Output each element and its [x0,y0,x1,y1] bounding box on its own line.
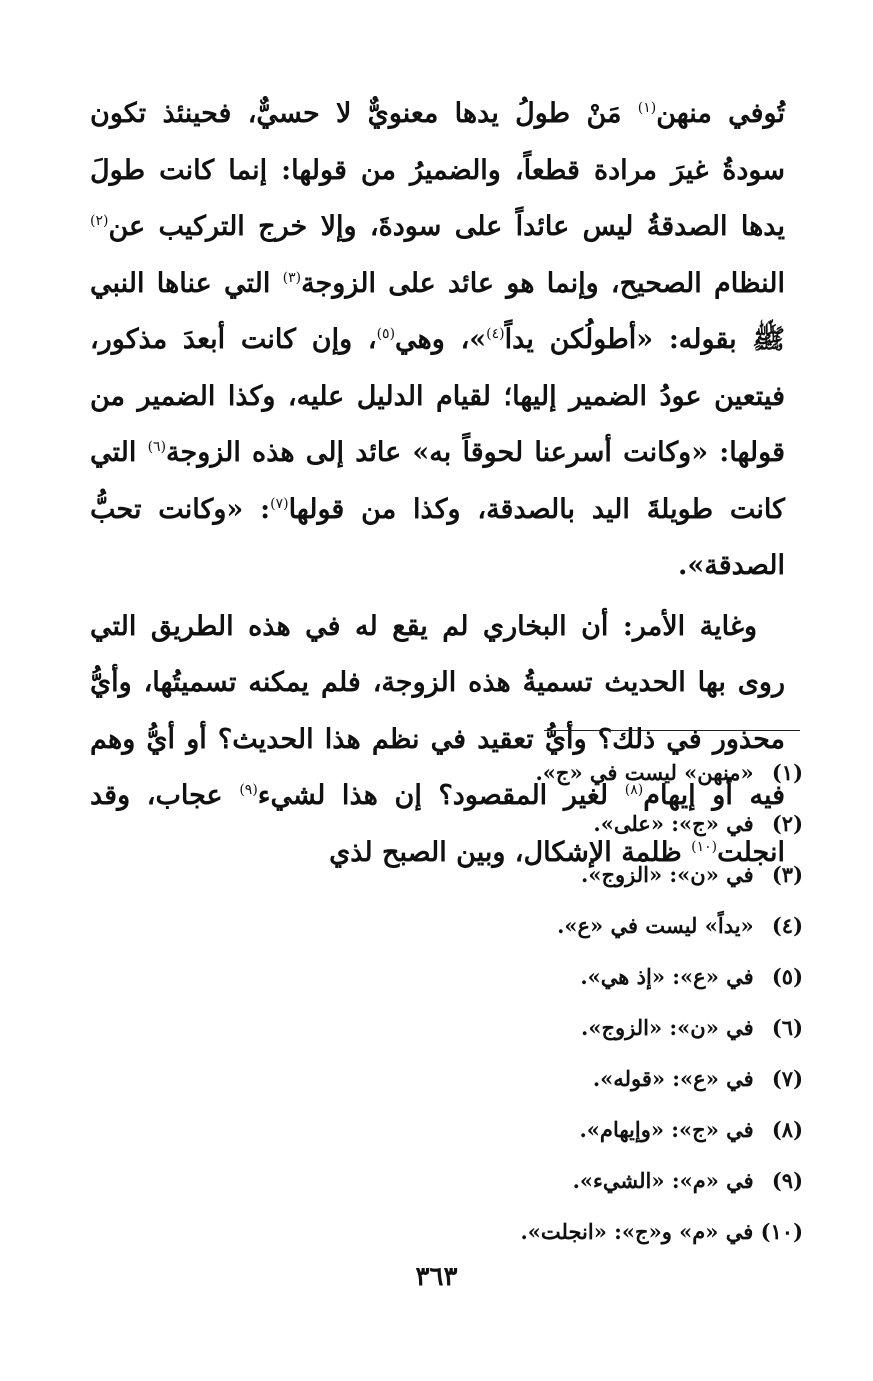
footnote-8 [83,1107,803,1158]
footnote-text: في «ع»: «إذ هي». [580,964,754,989]
paragraph-1 [90,86,785,595]
footnote-9 [83,1158,803,1209]
footnote-ref: (٩) [239,782,258,798]
footnote-text: في «ع»: «قوله». [592,1066,754,1091]
footnote-number: (٣) [771,862,803,887]
footnote-number: (١٠) [760,1219,803,1244]
footnote-text: في «م»: «الشيء». [572,1168,754,1193]
footnote-separator [544,730,800,731]
page-number: ٣٦٣ [415,1262,458,1292]
footnote-text: «يداً» ليست في «ع». [557,913,754,938]
text-run: مَنْ طولُ يدها معنويٌّ لا حسيٌّ، فحينئذ تكون سودةُ غيرَ مرادة قطعاً، والضميرُ من قولها: إنما كانت طولَ يدها الصدقةُ ليس عائداً على سودةَ، وإلا خرج التركيب عن [90,98,785,242]
text-run: تُوفي منهن [656,98,786,129]
footnote-text: في «ن»: «الزوج». [581,862,754,887]
footnote-2 [83,801,803,852]
footnote-text: في «ج»: «على». [593,811,754,836]
footnote-4 [83,903,803,954]
footnote-number: (٦) [771,1015,803,1040]
footnote-number: (٨) [771,1117,803,1142]
footnote-7 [83,1056,803,1107]
footnote-number: (٤) [771,913,803,938]
text-run: »، وهي [395,324,487,355]
footnote-ref: (٢) [90,213,109,229]
footnote-1 [83,750,803,801]
footnote-10 [83,1209,803,1260]
text-run: ، وإن كانت أبعدَ مذكور، فيتعين عودُ الضمير إليها؛ لقيام الدليل عليه، وكذا الضمير من قولها: «وكانت أسرعنا لحوقاً به» عائد إلى هذه الزوجة [90,324,786,468]
footnote-number: (١) [771,760,803,785]
text-run: عجاب، وقد انجلت [90,780,785,868]
footnote-ref: (١٠) [691,838,718,855]
text-run: التي كانت طويلةَ اليد بالصدقة، وكذا من قولها [90,437,785,525]
footnote-ref: (٦) [147,439,167,455]
footnote-text: في «ج»: «وإيهام». [579,1117,754,1142]
footnote-ref: (١) [637,100,657,116]
footnote-number: (٥) [771,964,803,989]
footnote-ref: (٤) [486,326,505,342]
text-run: النظام الصحيح، وإنما هو عائد على الزوجة [301,267,785,299]
text-run: : «وكانت تحبُّ الصدقة». [90,493,785,581]
text-run: التي عناها النبي ﷺ بقوله: «أطولُكن يداً [90,267,785,355]
footnote-number: (٢) [771,811,803,836]
footnote-text: «منهن» ليست في «ج». [535,760,754,785]
footnote-5 [83,954,803,1005]
text-run: لغير المقصود؟ إن هذا لشيء [257,780,625,811]
footnote-number: (٩) [771,1168,803,1193]
footnote-6 [83,1005,803,1056]
text-run: ظلمة الإشكال، وبين الصبح لذي [329,836,692,868]
footnote-3 [83,852,803,903]
footnote-ref: (٣) [282,269,302,286]
footnote-ref: (٧) [270,495,289,512]
text-run: وغاية الأمر: أن البخاري لم يقع له في هذه الطريق التي روى بها الحديث تسميةُ هذه الزوجة، فلم يمكنه تسميتُها، وأيُّ محذور في ذلك؟ وأيُّ تعقيد في نظم هذا الحديث؟ أو أيُّ وهم فيه أو إيهام [90,610,785,811]
footnote-text: في «ن»: «الزوج». [581,1015,754,1040]
footnote-ref: (٥) [376,326,396,342]
footnote-text: في «م» و«ج»: «انجلت». [520,1219,754,1244]
footnote-ref: (٨) [624,782,644,798]
footnote-number: (٧) [771,1066,803,1091]
footnotes-list [83,750,803,1260]
